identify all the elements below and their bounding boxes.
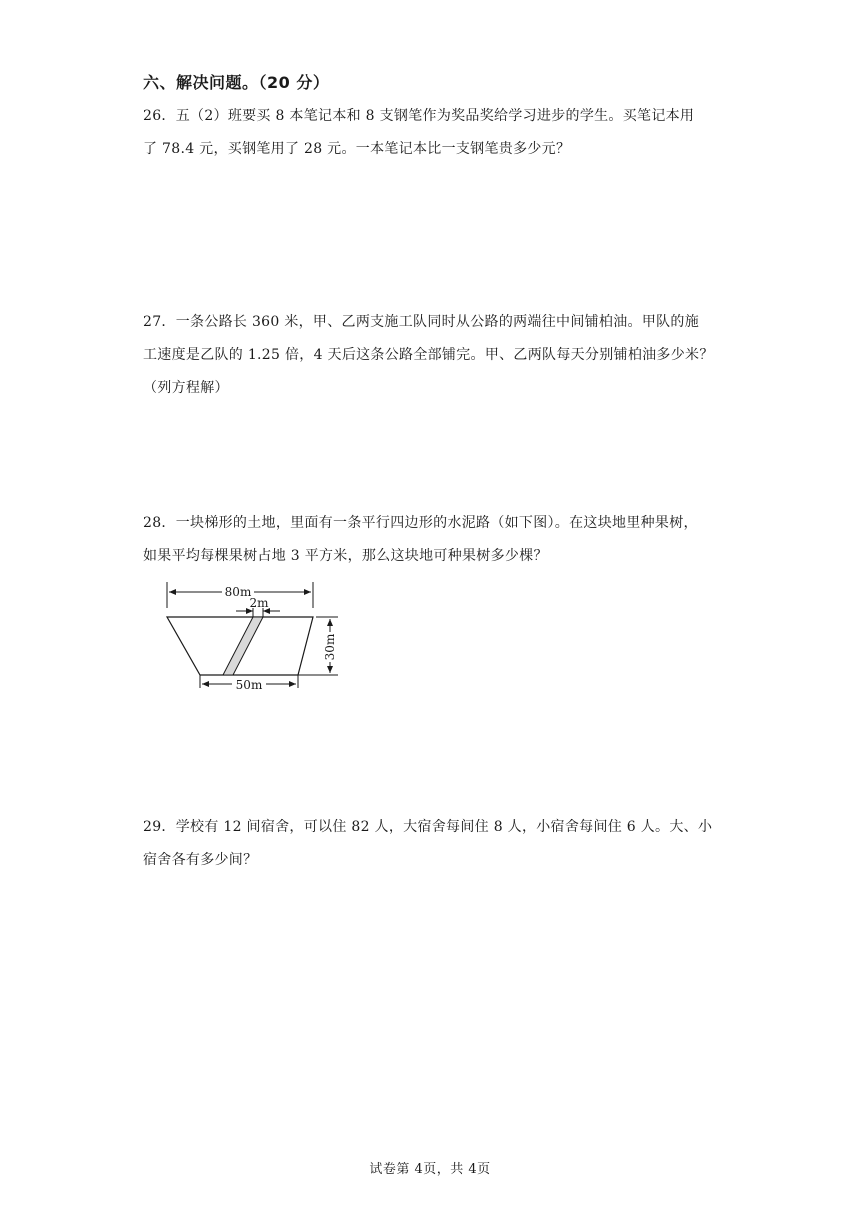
question-line: 26．五（2）班要买 8 本笔记本和 8 支钢笔作为奖品奖给学习进步的学生。买笔记本用	[143, 108, 695, 124]
question-line: （列方程解）	[143, 380, 229, 396]
page-footer: 试卷第 4页，共 4页	[369, 1162, 491, 1177]
dimension-top-label: 80m	[224, 585, 252, 599]
question-27	[143, 306, 723, 405]
dimension-height-label: 30m	[323, 633, 337, 661]
question-line: 了 78.4 元，买钢笔用了 28 元。一本笔记本比一支钢笔贵多少元？	[143, 141, 571, 157]
question-line: 27．一条公路长 360 米，甲、乙两支施工队同时从公路的两端往中间铺柏油。甲队的施	[143, 314, 700, 330]
question-29	[143, 811, 723, 877]
trapezoid-land-figure	[160, 578, 350, 696]
question-line: 29．学校有 12 间宿舍，可以住 82 人，大宿舍每间住 8 人，小宿舍每间住 6 人。大、小	[143, 819, 713, 835]
dimension-road-label: 2m	[249, 596, 269, 610]
question-line: 工速度是乙队的 1.25 倍，4 天后这条公路全部铺完。甲、乙两队每天分别铺柏油多少米？	[143, 347, 714, 363]
section-title: 六、解决问题。（20 分）	[143, 73, 330, 92]
question-28	[143, 507, 723, 573]
question-line: 28．一块梯形的土地，里面有一条平行四边形的水泥路（如下图）。在这块地里种果树，	[143, 515, 698, 531]
question-line: 如果平均每棵果树占地 3 平方米，那么这块地可种果树多少棵？	[143, 548, 548, 564]
dimension-bottom-label: 50m	[235, 678, 263, 692]
question-26	[143, 100, 723, 166]
question-line: 宿舍各有多少间？	[143, 852, 258, 868]
